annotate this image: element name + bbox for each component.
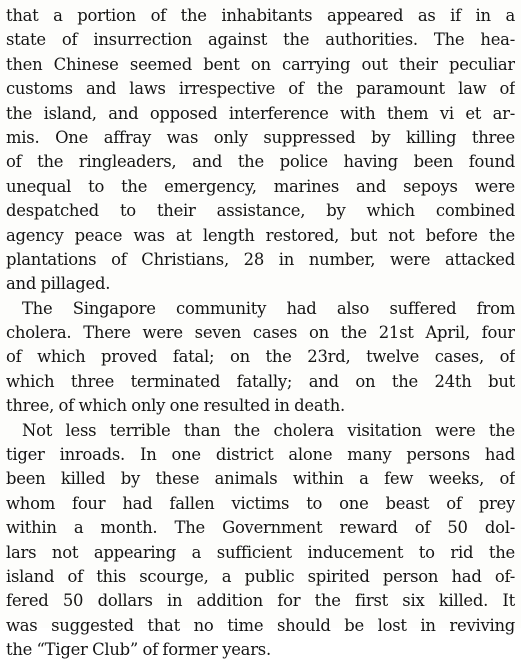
text-line: unequal to the emergency, marines and sepoys were — [6, 176, 515, 196]
text-line: of which proved fatal; on the 23rd, twelve cases, of — [6, 347, 515, 367]
paragraph-insurrection — [6, 4, 515, 297]
text-line: Not less terrible than the cholera visitation were the — [22, 420, 515, 440]
text-line: tiger inroads. In one district alone many persons had — [6, 445, 515, 465]
text-line: lars not appearing a sufficient inducement to rid the — [6, 542, 515, 562]
text-line: The Singapore community had also suffered from — [22, 298, 515, 318]
text-line: been killed by these animals within a few weeks, of — [6, 469, 515, 489]
text-line: three, of which only one resulted in death. — [6, 396, 345, 416]
text-line: island of this scourge, a public spirited person had of- — [6, 566, 515, 586]
text-line: fered 50 dollars in addition for the first six killed. It — [6, 591, 515, 611]
paragraph-tigers — [6, 419, 515, 663]
text-line: plantations of Christians, 28 in number, were attacked — [6, 249, 515, 269]
text-line: state of insurrection against the authorities. The hea- — [6, 30, 515, 50]
text-line: of the ringleaders, and the police having been found — [6, 152, 515, 172]
text-line: the “Tiger Club” of former years. — [6, 640, 271, 660]
text-line: that a portion of the inhabitants appeared as if in a — [6, 6, 515, 25]
text-line: and pillaged. — [6, 274, 111, 294]
text-line: cholera. There were seven cases on the 21st April, four — [6, 323, 515, 343]
text-line: whom four had fallen victims to one beast of prey — [6, 493, 515, 513]
text-line: was suggested that no time should be lost in reviving — [6, 615, 515, 635]
text-line: within a month. The Government reward of 50 dol- — [6, 518, 515, 538]
text-line: customs and laws irrespective of the paramount law of — [6, 79, 515, 99]
text-line: agency peace was at length restored, but not before the — [6, 225, 515, 245]
text-line: despatched to their assistance, by which combined — [6, 201, 515, 221]
paragraph-cholera — [6, 297, 515, 419]
text-line: mis. One affray was only suppressed by killing three — [6, 127, 515, 147]
text-line: then Chinese seemed bent on carrying out their peculiar — [6, 54, 515, 74]
text-line: which three terminated fatally; and on the 24th but — [6, 371, 515, 391]
text-line: the island, and opposed interference with them vi et ar- — [6, 103, 515, 123]
